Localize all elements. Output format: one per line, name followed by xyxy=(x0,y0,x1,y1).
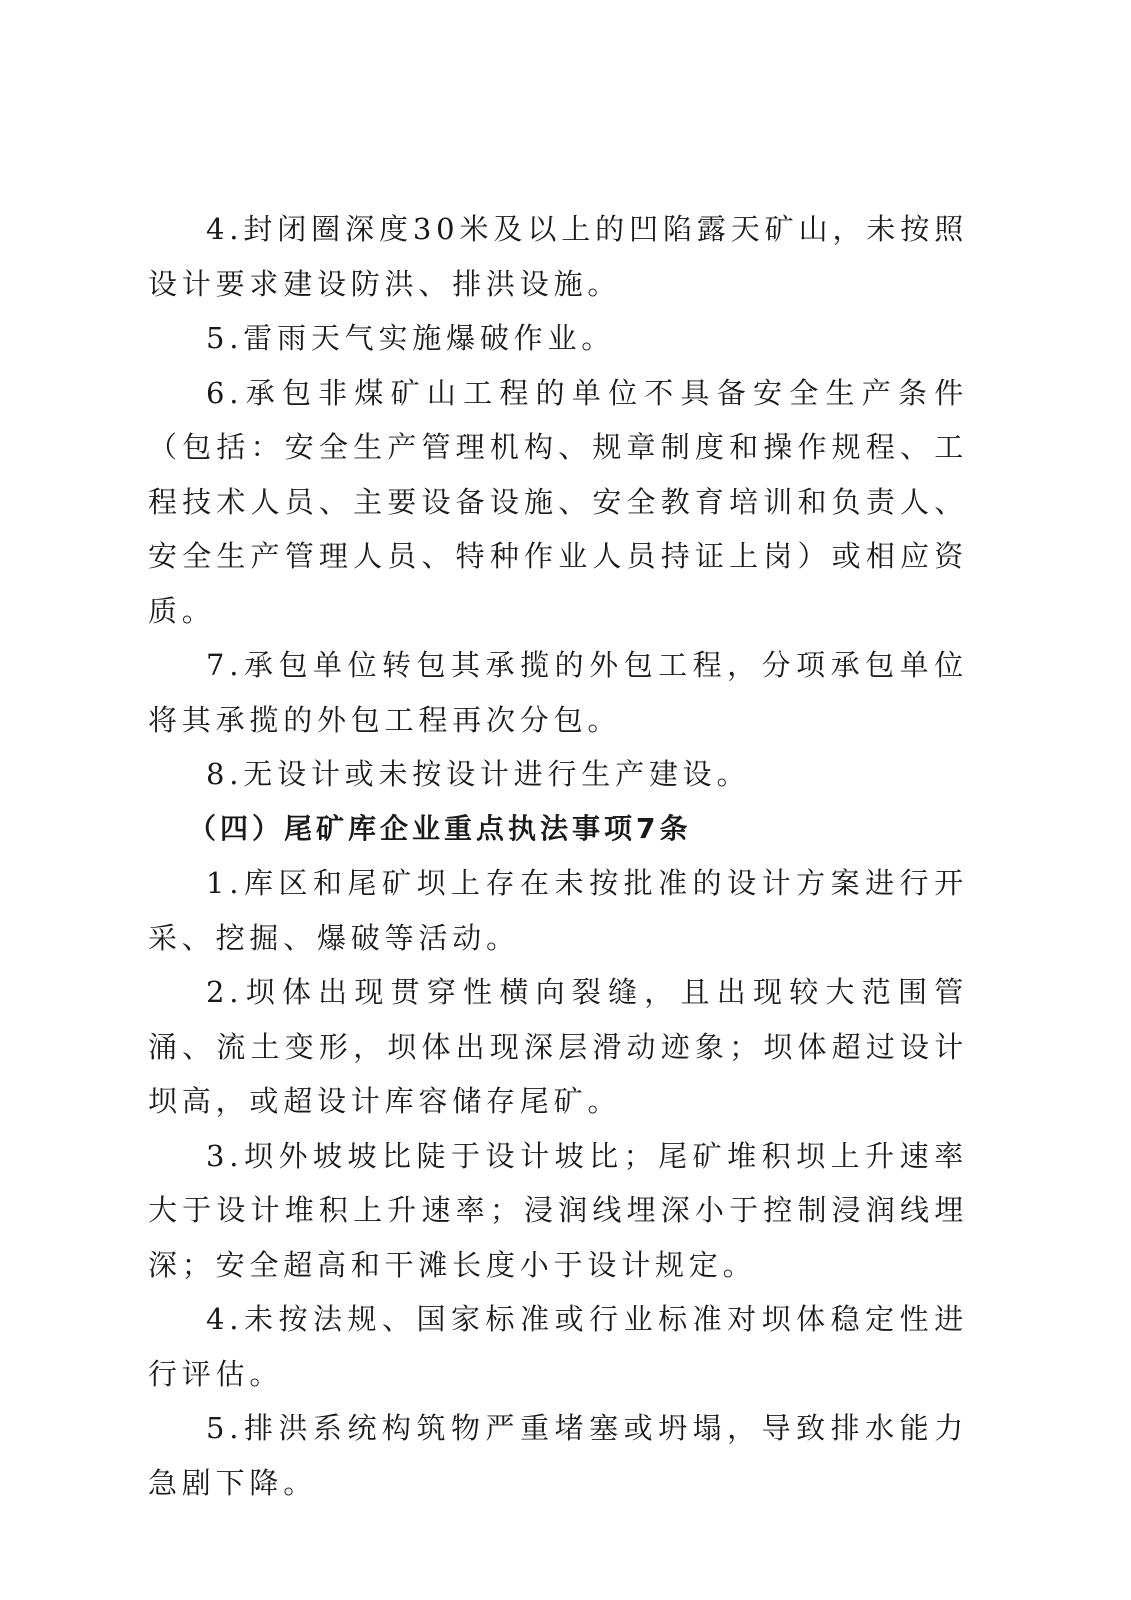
paragraph-item-8-design: 8.无设计或未按设计进行生产建设。 xyxy=(206,757,751,791)
section-heading: （四）尾矿库企业重点执法事项7条 xyxy=(188,811,692,845)
paragraph-tailings-item-1: 1.库区和尾矿坝上存在未按批准的设计方案进行开采、挖掘、爆破等活动。 xyxy=(148,866,968,955)
paragraph-tailings-item-3: 3.坝外坡坡比陡于设计坡比；尾矿堆积坝上升速率大于设计堆积上升速率；浸润线埋深小于控制浸润线埋深；安全超高和干滩长度小于设计规定。 xyxy=(148,1138,968,1282)
paragraph-item-4-flood-control: 4.封闭圈深度30米及以上的凹陷露天矿山，未按照设计要求建设防洪、排洪设施。 xyxy=(148,212,968,301)
paragraph-item-6-contractor-conditions: 6.承包非煤矿山工程的单位不具备安全生产条件（包括：安全生产管理机构、规章制度和操作规程、工程技术人员、主要设备设施、安全教育培训和负责人、安全生产管理人员、特种作业人员持证上岗）或相应资质。 xyxy=(148,375,968,628)
paragraph-item-5-blasting: 5.雷雨天气实施爆破作业。 xyxy=(206,321,616,355)
paragraph-tailings-item-4: 4.未按法规、国家标准或行业标准对坝体稳定性进行评估。 xyxy=(148,1302,968,1391)
paragraph-tailings-item-2: 2.坝体出现贯穿性横向裂缝，且出现较大范围管涌、流土变形，坝体出现深层滑动迹象；坝体超过设计坝高，或超设计库容储存尾矿。 xyxy=(148,975,968,1118)
paragraph-tailings-item-5: 5.排洪系统构筑物严重堵塞或坍塌，导致排水能力急剧下降。 xyxy=(148,1411,968,1500)
paragraph-item-7-subcontracting: 7.承包单位转包其承揽的外包工程，分项承包单位将其承揽的外包工程再次分包。 xyxy=(148,648,968,737)
document-body xyxy=(148,202,968,1510)
